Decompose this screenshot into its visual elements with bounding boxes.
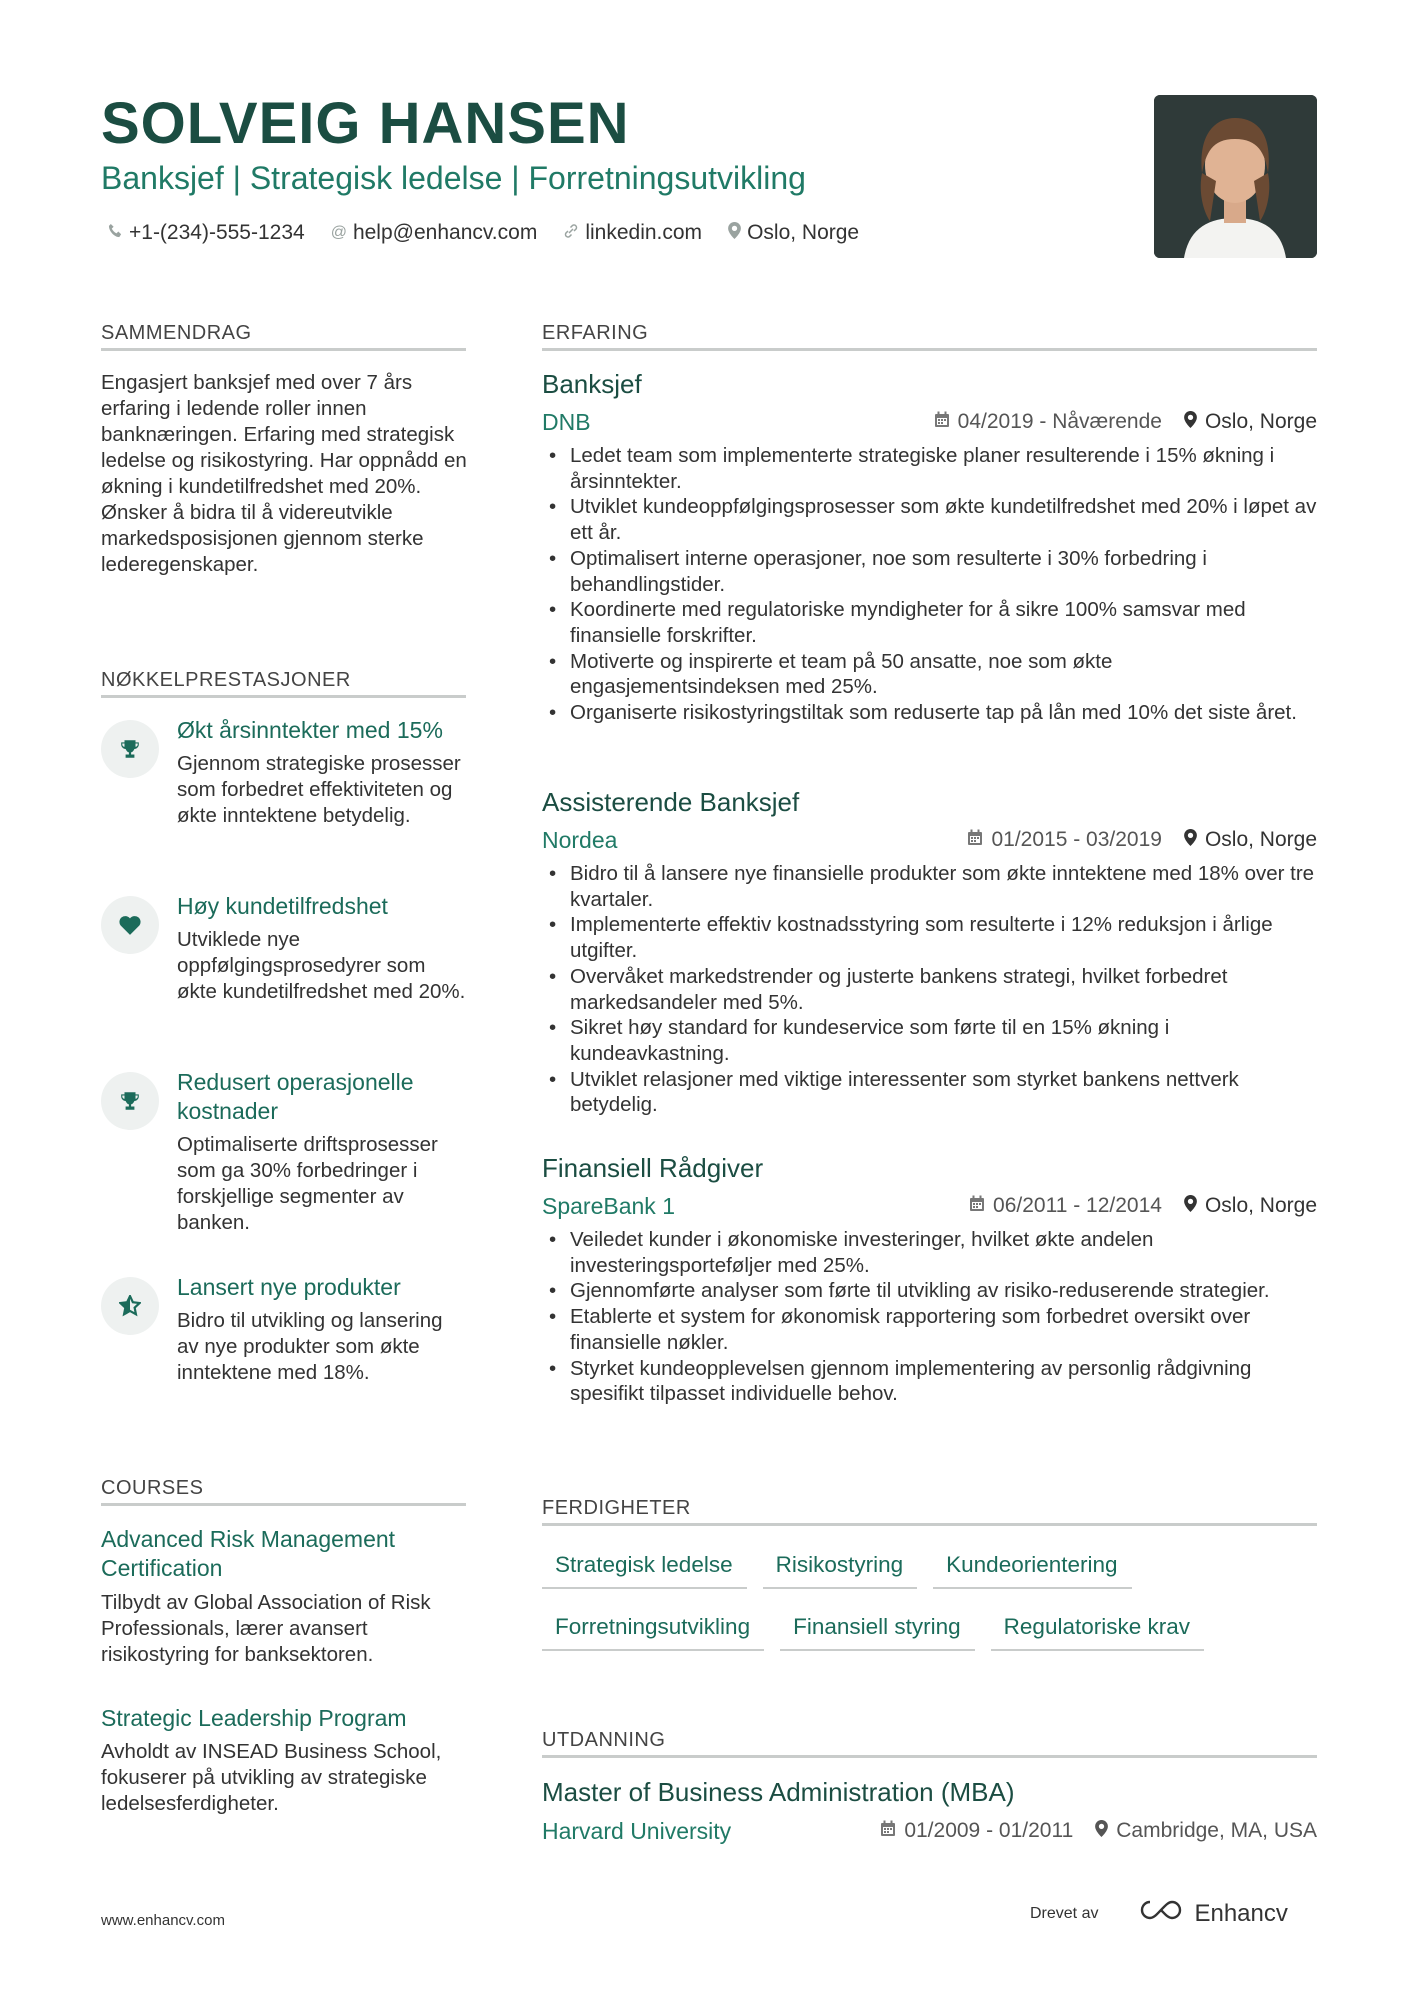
job-location: Oslo, Norge (1184, 1194, 1317, 1218)
course-title: Advanced Risk Management Certification (101, 1526, 396, 1581)
job-bullet: • Bidro til å lansere nye finansielle produkter som økte inntektene med 18% over tre kvartaler. (549, 861, 1324, 912)
calendar-icon (969, 1194, 985, 1218)
job-bullet: • Overvåket markedstrender og justerte bankens strategi, hvilket forbedret markedsandeler med 5%. (549, 964, 1324, 1015)
contact-email[interactable]: @ help@enhancv.com (330, 221, 538, 244)
powered-by-label: Drevet av (1030, 1904, 1099, 1922)
summary-heading: SAMMENDRAG (101, 322, 252, 344)
calendar-icon (880, 1819, 896, 1843)
job-bullet: • Implementerte effektiv kostnadsstyring som resulterte i 12% reduksjon i årlige utgifter. (549, 912, 1324, 963)
job-dates: 01/2015 - 03/2019 (967, 828, 1161, 852)
achievement-title: Lansert nye produkter (177, 1274, 401, 1300)
link-icon (563, 223, 579, 244)
skill-tag: Forretningsutvikling (542, 1611, 764, 1651)
job-bullet: • Gjennomførte analyser som førte til utvikling av risiko-reduserende strategier. (549, 1278, 1324, 1304)
courses-heading: COURSES (101, 1477, 204, 1499)
location-icon (1095, 1819, 1108, 1843)
job-bullet: • Utviklet kundeoppfølgingsprosesser som økte kundetilfredshet med 20% i løpet av ett år. (549, 494, 1324, 545)
job-company: DNB (542, 409, 591, 435)
education-school: Harvard University (542, 1818, 732, 1844)
skill-tag: Risikostyring (763, 1549, 918, 1589)
job-bullet: • Koordinerte med regulatoriske myndigheter for å sikre 100% samsvar med finansielle forskrifter. (549, 597, 1324, 648)
job-bullet: • Ledet team som implementerte strategiske planer resulterende i 15% økning i årsinntekter. (549, 443, 1324, 494)
education-degree: Master of Business Administration (MBA) (542, 1777, 1015, 1807)
job-bullet: • Styrket kundeopplevelsen gjennom implementering av personlig rådgivning spesifikt tilpasset individuelle behov. (549, 1356, 1324, 1407)
job-title: Banksjef (542, 369, 642, 399)
job-bullet: • Sikret høy standard for kundeservice som førte til en 15% økning i kundeavkastning. (549, 1015, 1324, 1066)
job-bullets (549, 443, 1324, 726)
achievement-item (101, 1273, 471, 1423)
job-bullet: • Organiserte risikostyringstiltak som reduserte tap på lån med 10% det siste året. (549, 700, 1324, 726)
calendar-icon (967, 828, 983, 852)
job-bullet: • Veiledet kunder i økonomiske investeringer, hvilket økte andelen investeringsporteføljer med 25%. (549, 1227, 1324, 1278)
candidate-name: SOLVEIG HANSEN (101, 91, 630, 156)
course-desc: Avholdt av INSEAD Business School, fokuserer på utvikling av strategiske ledelsesferdigheter. (101, 1740, 442, 1815)
job-bullets (549, 861, 1324, 1118)
skills-heading: FERDIGHETER (542, 1497, 691, 1519)
skill-tag: Regulatoriske krav (991, 1611, 1204, 1651)
job-company: Nordea (542, 827, 618, 853)
skill-tag: Kundeorientering (933, 1549, 1131, 1589)
profile-photo (1154, 95, 1317, 258)
education-heading: UTDANNING (542, 1729, 666, 1751)
location-icon (1184, 410, 1197, 434)
heart-icon (101, 896, 159, 954)
courses-divider (101, 1503, 466, 1506)
course-desc: Tilbydt av Global Association of Risk Professionals, lærer avansert risikostyring for banksektoren. (101, 1591, 431, 1666)
job-location: Oslo, Norge (1184, 828, 1317, 852)
trophy-icon (101, 1072, 159, 1130)
at-icon: @ (330, 224, 347, 241)
job-location: Oslo, Norge (1184, 410, 1317, 434)
job-title: Finansiell Rådgiver (542, 1153, 764, 1183)
enhancv-logo-icon (1138, 1898, 1184, 1929)
achievement-item (101, 892, 471, 1042)
job-dates: 04/2019 - Nåværende (934, 410, 1162, 434)
achievement-title: Høy kundetilfredshet (177, 893, 388, 919)
job-bullet: • Motiverte og inspirerte et team på 50 ansatte, noe som økte engasjementsindeksen med 25%. (549, 649, 1324, 700)
achievement-title: Redusert operasjonelle kostnader (177, 1069, 414, 1124)
experience-heading: ERFARING (542, 322, 649, 344)
achievement-desc: Bidro til utvikling og lansering av nye produkter som økte inntektene med 18%. (177, 1309, 443, 1384)
summary-text: Engasjert banksjef med over 7 års erfaring i ledende roller innen banknæringen. Erfaring med strategisk ledelse og risikostyring. Har oppnådd en økning i kundetilfredshet med 20%. Ønsker å bidra til å videreutvikle markedsposisjonen gjennom sterke lederegenskaper. (101, 371, 467, 576)
job-bullet: • Etablerte et system for økonomisk rapportering som forbedret oversikt over finansielle nøkler. (549, 1304, 1324, 1355)
contact-bar (108, 221, 859, 245)
course-title: Strategic Leadership Program (101, 1705, 407, 1731)
skills-list (542, 1549, 1332, 1651)
skills-divider (542, 1523, 1317, 1526)
experience-divider (542, 348, 1317, 351)
job-bullet: • Optimalisert interne operasjoner, noe som resulterte i 30% forbedring i behandlingstider. (549, 546, 1324, 597)
skill-tag: Strategisk ledelse (542, 1549, 747, 1589)
achievement-title: Økt årsinntekter med 15% (177, 717, 443, 743)
contact-phone[interactable]: +1-(234)-555-1234 (108, 221, 305, 245)
location-icon (1184, 1194, 1197, 1218)
achievements-heading: NØKKELPRESTASJONER (101, 669, 351, 691)
education-divider (542, 1755, 1317, 1758)
achievements-divider (101, 695, 466, 698)
footer-branding (1030, 1898, 1288, 1929)
education-meta (880, 1819, 1317, 1843)
achievement-desc: Optimaliserte driftsprosesser som ga 30% forbedringer i forskjellige segmenter av banken. (177, 1133, 438, 1234)
job-meta (934, 410, 1317, 434)
summary-divider (101, 348, 466, 351)
job-meta (969, 1194, 1317, 1218)
location-icon (728, 222, 741, 244)
footer-website[interactable]: www.enhancv.com (101, 1912, 225, 1929)
job-bullets (549, 1227, 1324, 1407)
achievement-desc: Gjennom strategiske prosesser som forbedret effektiviteten og økte inntektene betydelig. (177, 752, 461, 827)
phone-icon (108, 223, 123, 243)
job-meta (967, 828, 1317, 852)
skill-tag: Finansiell styring (780, 1611, 975, 1651)
star-icon (101, 1277, 159, 1335)
education-location: Cambridge, MA, USA (1095, 1819, 1317, 1843)
education-dates: 01/2009 - 01/2011 (880, 1819, 1073, 1843)
job-title: Assisterende Banksjef (542, 787, 800, 817)
job-company: SpareBank 1 (542, 1193, 675, 1219)
job-bullet: • Utviklet relasjoner med viktige interessenter som styrket bankens nettverk betydelig. (549, 1067, 1324, 1118)
headline: Banksjef | Strategisk ledelse | Forretningsutvikling (101, 160, 806, 196)
achievement-desc: Utviklede nye oppfølgingsprosedyrer som økte kundetilfredshet med 20%. (177, 928, 466, 1003)
job-dates: 06/2011 - 12/2014 (969, 1194, 1162, 1218)
achievement-item (101, 716, 471, 866)
enhancv-logo[interactable]: Enhancv (1138, 1898, 1287, 1929)
achievement-item (101, 1068, 471, 1248)
trophy-icon (101, 720, 159, 778)
contact-location: Oslo, Norge (728, 221, 859, 245)
calendar-icon (934, 410, 950, 434)
location-icon (1184, 828, 1197, 852)
contact-linkedin[interactable]: linkedin.com (563, 221, 702, 245)
